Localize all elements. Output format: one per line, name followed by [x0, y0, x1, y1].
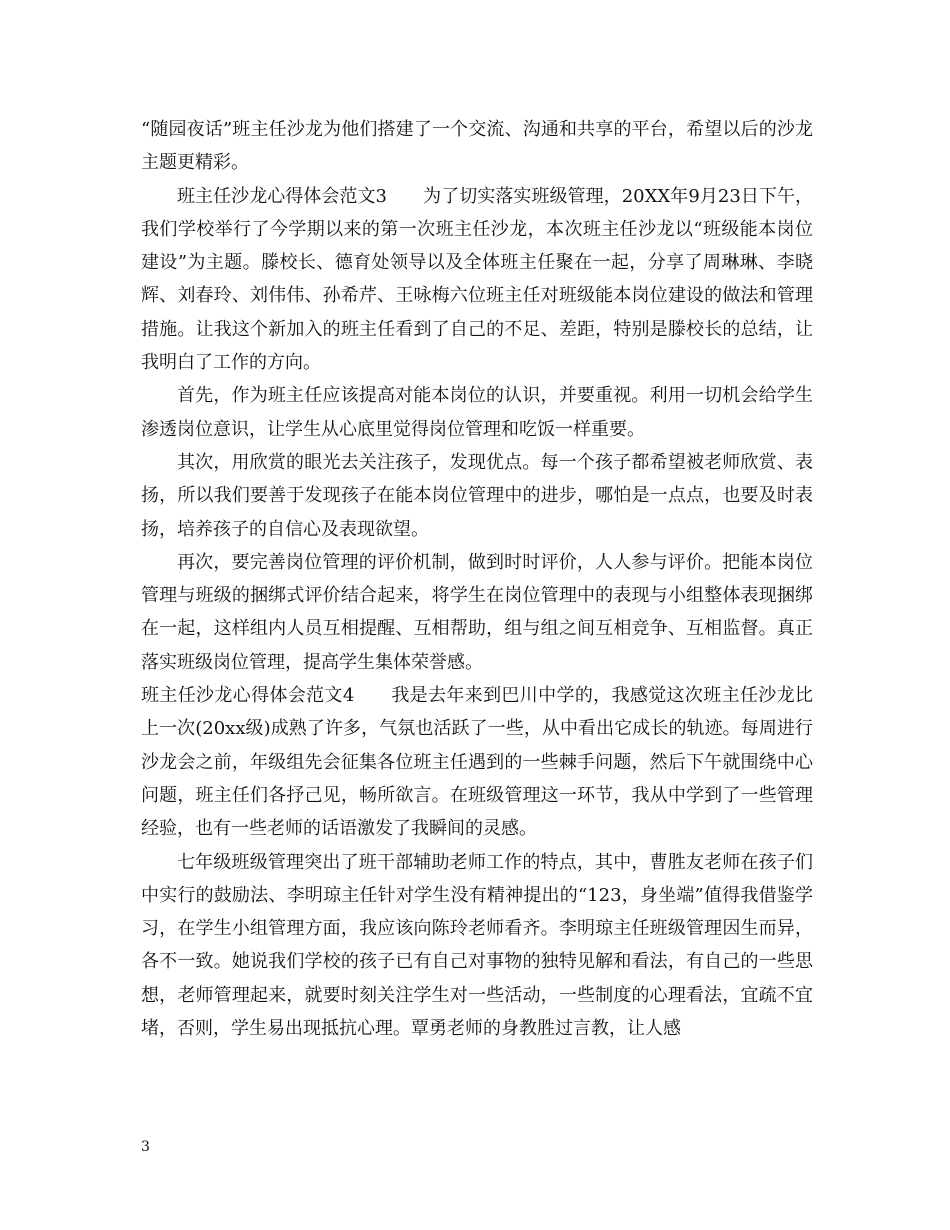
paragraph-1: “随园夜话”班主任沙龙为他们搭建了一个交流、沟通和共享的平台，希望以后的沙龙主题更精彩。: [141, 119, 813, 174]
paragraph-6: 班主任沙龙心得体会范文4 我是去年来到巴川中学的，我感觉这次班主任沙龙比上一次(20xx级)成熟了许多，气氛也活跃了一些，从中看出它成长的轨迹。每周进行沙龙会之前，年级组先会征集各位班主任遇到的一些棘手问题，然后下午就围绕中心问题，班主任们各抒己见，畅所欲言。在班级管理这一环节，我从中学到了一些管理经验，也有一些老师的话语激发了我瞬间的灵感。: [141, 685, 813, 840]
paragraph-2: 班主任沙龙心得体会范文3 为了切实落实班级管理，20XX年9月23日下午，我们学校举行了今学期以来的第一次班主任沙龙，本次班主任沙龙以“班级能本岗位建设”为主题。滕校长、德育处领导以及全体班主任聚在一起，分享了周琳琳、李晓辉、刘春玲、刘伟伟、孙希芹、王咏梅六位班主任对班级能本岗位建设的做法和管理措施。让我这个新加入的班主任看到了自己的不足、差距，特别是滕校长的总结，让我明白了工作的方向。: [141, 185, 813, 374]
body-text: [141, 113, 813, 1045]
page-number: 3: [141, 1139, 150, 1155]
paragraph-5: 再次，要完善岗位管理的评价机制，做到时时评价，人人参与评价。把能本岗位管理与班级的捆绑式评价结合起来，将学生在岗位管理中的表现与小组整体表现捆绑在一起，这样组内人员互相提醒、互相帮助，组与组之间互相竞争、互相监督。真正落实班级岗位管理，提高学生集体荣誉感。: [141, 551, 813, 673]
paragraph-7: 七年级班级管理突出了班干部辅助老师工作的特点，其中，曹胜友老师在孩子们中实行的鼓励法、李明琼主任针对学生没有精神提出的“123，身坐端”值得我借鉴学习，在学生小组管理方面，我应该向陈玲老师看齐。李明琼主任班级管理因生而异，各不一致。她说我们学校的孩子已有自己对事物的独特见解和看法，有自己的一些思想，老师管理起来，就要时刻关注学生对一些活动，一些制度的心理看法，宜疏不宜堵，否则，学生易出现抵抗心理。覃勇老师的身教胜过言教，让人感: [141, 851, 813, 1040]
paragraph-3: 首先，作为班主任应该提高对能本岗位的认识，并要重视。利用一切机会给学生渗透岗位意识，让学生从心底里觉得岗位管理和吃饭一样重要。: [141, 385, 813, 440]
paragraph-4: 其次，用欣赏的眼光去关注孩子，发现优点。每一个孩子都希望被老师欣赏、表扬，所以我们要善于发现孩子在能本岗位管理中的进步，哪怕是一点点，也要及时表扬，培养孩子的自信心及表现欲望。: [141, 451, 813, 540]
